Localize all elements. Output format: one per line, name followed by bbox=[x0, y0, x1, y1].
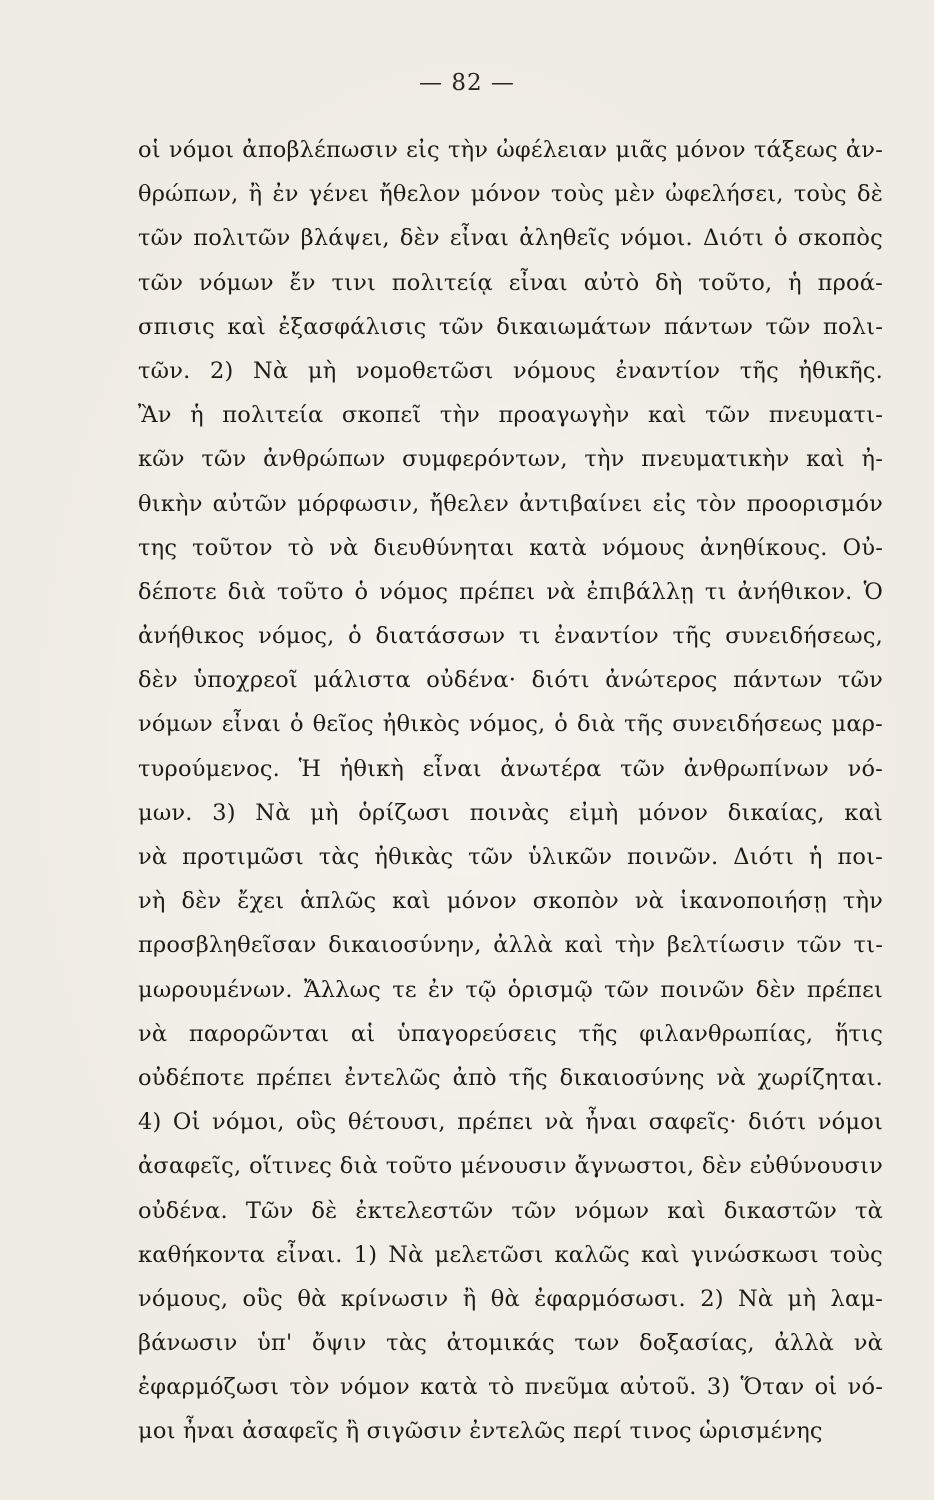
text-line: 4) Οἱ νόμοι, οὓς θέτουσι, πρέπει νὰ ἦναι σαφεῖς· διότι νόμοι bbox=[138, 1109, 883, 1136]
text-line: μοι ἦναι ἀσαφεῖς ἢ σιγῶσιν ἐντελῶς περί τινος ὡρισμένης bbox=[138, 1418, 823, 1445]
text-line: κῶν τῶν ἀνθρώπων συμφερόντων, τὴν πνευματικὴν καὶ ἠ- bbox=[138, 446, 883, 473]
text-line: οὐδέποτε πρέπει ἐντελῶς ἀπὸ τῆς δικαιοσύνης νὰ χωρίζηται. bbox=[138, 1064, 883, 1091]
text-line: οὐδένα. Τῶν δὲ ἐκτελεστῶν τῶν νόμων καὶ δικαστῶν τὰ bbox=[138, 1197, 883, 1224]
text-line: νὰ παρορῶνται αἱ ὑπαγορεύσεις τῆς φιλανθρωπίας, ἥτις bbox=[138, 1020, 883, 1047]
text-line: νὴ δὲν ἔχει ἁπλῶς καὶ μόνον σκοπὸν νὰ ἱκανοποιήσῃ τὴν bbox=[138, 888, 883, 915]
text-line: μων. 3) Νὰ μὴ ὁρίζωσι ποινὰς εἰμὴ μόνον δικαίας, καὶ bbox=[138, 799, 883, 826]
text-line: θικὴν αὐτῶν μόρφωσιν, ἤθελεν ἀντιβαίνει εἰς τὸν προορισμόν bbox=[138, 490, 883, 517]
text-line: οἱ νόμοι ἀποβλέπωσιν εἰς τὴν ὠφέλειαν μιᾶς μόνον τάξεως ἀν- bbox=[138, 137, 883, 163]
text-line: Ἂν ἡ πολιτεία σκοπεῖ τὴν προαγωγὴν καὶ τῶν πνευματι- bbox=[138, 402, 883, 429]
text-line: της τοῦτον τὸ νὰ διευθύνηται κατὰ νόμους ἀνηθίκους. Οὐ- bbox=[138, 534, 883, 561]
text-line: τυρούμενος. Ἡ ἠθικὴ εἶναι ἀνωτέρα τῶν ἀνθρωπίνων νό- bbox=[138, 755, 883, 782]
text-line: θρώπων, ἢ ἐν γένει ἤθελον μόνον τοὺς μὲν ὠφελήσει, τοὺς δὲ bbox=[138, 181, 883, 208]
text-line: τῶν. 2) Νὰ μὴ νομοθετῶσι νόμους ἐναντίον τῆς ἠθικῆς. bbox=[138, 357, 883, 384]
text-line: δέποτε διὰ τοῦτο ὁ νόμος πρέπει νὰ ἐπιβάλλῃ τι ἀνήθικον. Ὁ bbox=[138, 578, 883, 605]
text-line: τῶν πολιτῶν βλάψει, δὲν εἶναι ἀληθεῖς νόμοι. Διότι ὁ σκοπὸς bbox=[138, 225, 883, 252]
text-line: νόμους, οὓς θὰ κρίνωσιν ἢ θὰ ἐφαρμόσωσι. 2) Νὰ μὴ λαμ- bbox=[138, 1285, 883, 1312]
page-number: — 82 — bbox=[419, 70, 515, 96]
text-line: προσβληθεῖσαν δικαιοσύνην, ἀλλὰ καὶ τὴν βελτίωσιν τῶν τι- bbox=[138, 932, 883, 959]
text-line: μωρουμένων. Ἄλλως τε ἐν τῷ ὁρισμῷ τῶν ποινῶν δὲν πρέπει bbox=[138, 976, 883, 1003]
text-line: καθήκοντα εἶναι. 1) Νὰ μελετῶσι καλῶς καὶ γινώσκωσι τοὺς bbox=[138, 1241, 883, 1268]
text-line: τῶν νόμων ἔν τινι πολιτείᾳ εἶναι αὐτὸ δὴ τοῦτο, ἡ προά- bbox=[138, 269, 883, 296]
text-line: βάνωσιν ὑπ' ὄψιν τὰς ἀτομικάς των δοξασίας, ἀλλὰ νὰ bbox=[138, 1330, 883, 1357]
text-line: ἀνήθικος νόμος, ὁ διατάσσων τι ἐναντίον τῆς συνειδήσεως, bbox=[138, 623, 883, 650]
text-line: δὲν ὑποχρεοῖ μάλιστα οὐδένα· διότι ἀνώτερος πάντων τῶν bbox=[138, 667, 883, 694]
text-line: σπισις καὶ ἐξασφάλισις τῶν δικαιωμάτων πάντων τῶν πολι- bbox=[138, 313, 883, 340]
text-line: νόμων εἶναι ὁ θεῖος ἠθικὸς νόμος, ὁ διὰ τῆς συνειδήσεως μαρ- bbox=[138, 711, 883, 738]
text-line: ἀσαφεῖς, οἵτινες διὰ τοῦτο μένουσιν ἄγνωστοι, δὲν εὐθύνουσιν bbox=[138, 1153, 883, 1180]
text-line: νὰ προτιμῶσι τὰς ἠθικὰς τῶν ὑλικῶν ποινῶν. Διότι ἡ ποι- bbox=[138, 844, 883, 870]
body-text bbox=[138, 128, 883, 1454]
text-line: ἐφαρμόζωσι τὸν νόμον κατὰ τὸ πνεῦμα αὐτοῦ. 3) Ὅταν οἱ νό- bbox=[138, 1374, 883, 1401]
